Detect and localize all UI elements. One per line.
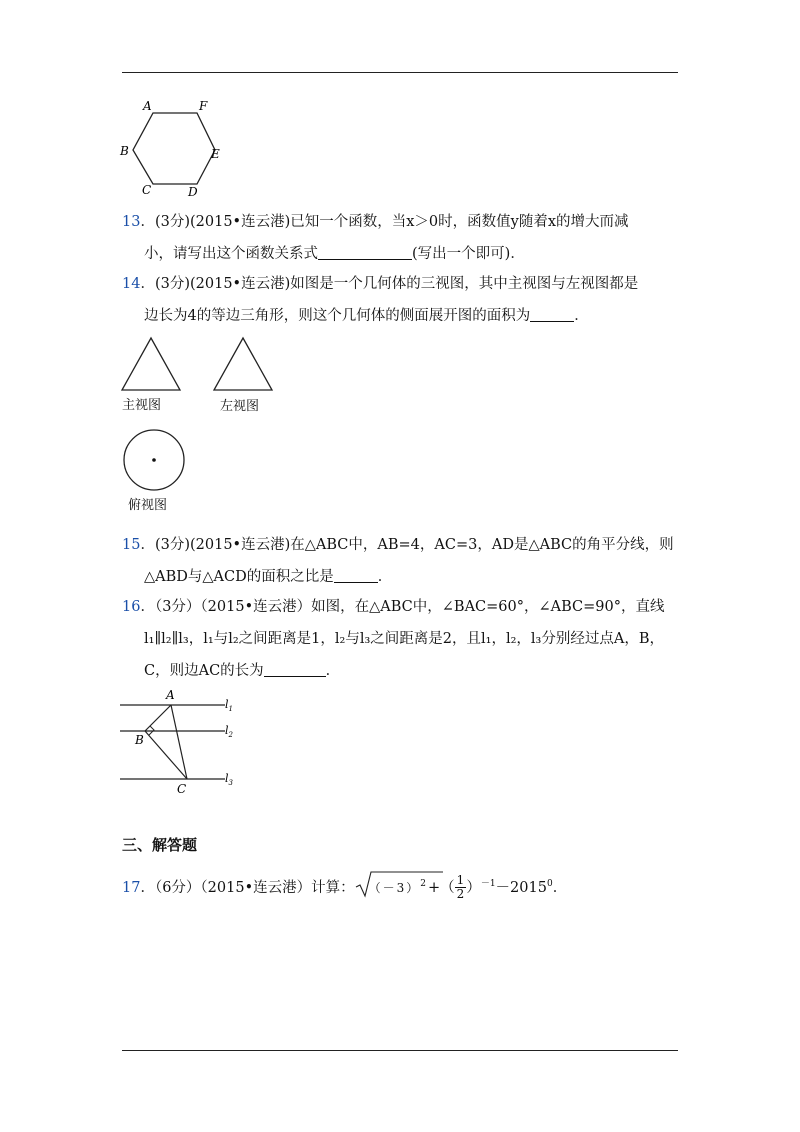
fig16-label-l3: $l_3$ [225, 772, 233, 787]
front-view-triangle [118, 334, 184, 394]
sqrt-expression [355, 866, 428, 906]
front-view-caption: 主视图 [122, 398, 162, 413]
q16-text1: ．（3分）（2015•连云港）如图，在△ABC中，∠BAC=60°，∠ABC=90°，直线 [140, 599, 665, 615]
q14-line1 [122, 268, 682, 300]
q16-line3 [122, 655, 682, 687]
sqrt-radicand: （－3） [368, 880, 421, 895]
q16-line2: l₁∥l₂∥l₃，l₁与l₂之间距离是1，l₂与l₃之间距离是2，且l₁，l₂，l₃分别经过点A，B， [144, 631, 664, 647]
question-13 [122, 206, 682, 270]
q15-text1: ．(3分)(2015•连云港)在△ABC中，AB=4，AC=3，AD是△ABC的角平分线，则 [140, 537, 674, 553]
q15-text2b: ． [377, 569, 393, 585]
q16-answer-blank[interactable] [264, 660, 326, 677]
q13-text2b: (写出一个即可)． [412, 246, 525, 262]
q15-line2 [122, 561, 682, 593]
hex-label-e: E [211, 147, 220, 161]
top-rule [122, 72, 678, 73]
neg-one-exponent: －1 [480, 879, 496, 889]
segment-bc [145, 731, 187, 779]
segment-ab [145, 705, 171, 731]
hexagon-shape [133, 113, 215, 184]
parallel-lines-figure [115, 686, 245, 798]
left-view-triangle [210, 334, 276, 394]
q17-prefix: ．（6分）（2015•连云港）计算： [140, 879, 355, 896]
q16-number: 16 [122, 599, 141, 615]
question-15 [122, 529, 682, 593]
sqrt-sign-icon [355, 870, 445, 898]
q16-line1 [122, 591, 682, 623]
q14-number: 14 [122, 276, 141, 292]
fraction-numerator: 1 [456, 873, 465, 888]
hex-label-b: B [120, 144, 129, 158]
q13-number: 13 [122, 214, 141, 230]
zero-exponent: 0 [546, 879, 553, 889]
q13-line1 [122, 206, 682, 238]
q13-text1: ．(3分)(2015•连云港)已知一个函数，当x＞0时，函数值y随着x的增大而减 [140, 214, 629, 230]
q14-text1: ．(3分)(2015•连云港)如图是一个几何体的三视图，其中主视图与左视图都是 [140, 276, 639, 292]
q14-text2a: 边长为4的等边三角形，则这个几何体的侧面展开图的面积为 [144, 308, 531, 324]
hex-label-a: A [143, 99, 152, 113]
q17-close: ） [466, 879, 481, 896]
q13-answer-blank[interactable] [318, 243, 412, 260]
sqrt-exponent: 2 [420, 879, 427, 889]
fig16-label-l1: $l_1$ [225, 698, 233, 713]
q14-answer-blank[interactable] [530, 305, 574, 322]
fraction-denominator: 2 [456, 887, 465, 902]
q15-line1 [122, 529, 682, 561]
hex-label-d: D [188, 185, 198, 198]
question-17 [122, 866, 682, 906]
q14-text2b: ． [574, 308, 589, 324]
q15-answer-blank[interactable] [334, 566, 378, 583]
top-view-circle [122, 428, 188, 494]
question-16 [122, 591, 682, 687]
bottom-rule [122, 1050, 678, 1051]
q17-plus: +（ [428, 879, 455, 896]
q13-text2a: 小，请写出这个函数关系式 [144, 246, 318, 262]
fig16-label-b: B [135, 733, 144, 747]
question-14 [122, 268, 682, 332]
fig16-label-c: C [177, 782, 187, 796]
q13-line2 [122, 238, 682, 270]
fig16-label-a: A [166, 688, 175, 702]
hex-label-c: C [142, 183, 152, 197]
segment-ac [171, 705, 187, 779]
q16-text3a: C，则边AC的长为 [144, 663, 264, 679]
fraction-half [455, 874, 467, 901]
fig16-label-l2: $l_2$ [225, 724, 233, 739]
top-view-center-dot [152, 458, 156, 462]
left-view-caption: 左视图 [220, 399, 260, 414]
section-title: 三、解答题 [122, 836, 198, 854]
q14-line2 [122, 300, 682, 332]
q17-minus-year: －2015 [495, 879, 547, 896]
hexagon-figure [115, 98, 225, 198]
q17-number: 17 [122, 879, 141, 896]
q15-text2a: △ABD与△ACD的面积之比是 [144, 569, 334, 585]
q16-text3b: ． [325, 663, 341, 679]
top-view-caption: 俯视图 [128, 498, 168, 513]
q15-number: 15 [122, 537, 141, 553]
q17-end: ． [552, 879, 568, 896]
hex-label-f: F [199, 99, 208, 113]
